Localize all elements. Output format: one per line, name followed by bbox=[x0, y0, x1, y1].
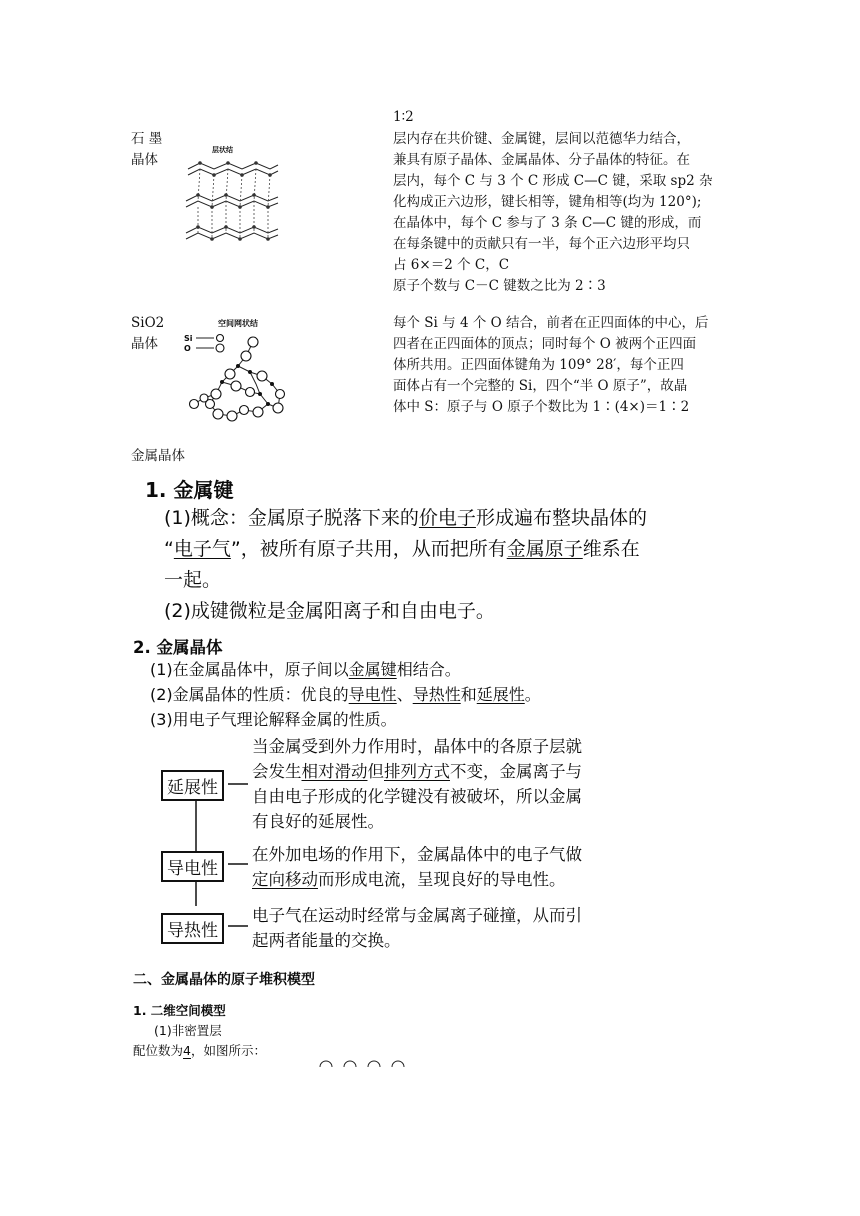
sio2-description bbox=[393, 313, 743, 418]
metal-crystal-item-3: (3)用电子气理论解释金属的性质。 bbox=[150, 710, 397, 729]
metal-bond-line-2: “电子气”，被所有原子共用，从而把所有金属原子维系在 bbox=[164, 538, 640, 560]
graphite-layers-drawing bbox=[180, 145, 285, 250]
sio2-line-3: 体所共用。正四面体键角为 109° 28′，每个正四 bbox=[393, 357, 684, 373]
conductivity-explanation bbox=[252, 842, 652, 892]
sio2-network-drawing bbox=[180, 314, 290, 424]
atom-layer-figure-top bbox=[318, 1058, 408, 1068]
graphite-line-2: 兼具有原子晶体、金属晶体、分子晶体的特征。在 bbox=[393, 152, 690, 168]
metal-bond-line-4: (2)成键微粒是金属阳离子和自由电子。 bbox=[164, 600, 495, 622]
thermal-explanation bbox=[252, 903, 652, 953]
non-close-packed-item: (1)非密置层 bbox=[154, 1023, 222, 1038]
thermal-line-1: 电子气在运动时经常与金属离子碰撞，从而引 bbox=[252, 906, 582, 925]
graphite-line-7: 占 6×＝2 个 C，C bbox=[393, 257, 510, 273]
ductility-label-box: 延展性 bbox=[161, 770, 224, 801]
graphite-line-4: 化构成正六边形，键长相等，键角相等(均为 120°); bbox=[393, 194, 702, 210]
sio2-line-4: 面体占有一个完整的 Si，四个“半 O 原子”，故晶 bbox=[393, 378, 688, 394]
ductility-line-2: 会发生相对滑动但排列方式不变，金属离子与 bbox=[252, 762, 582, 781]
sio2-structure-figure bbox=[180, 314, 290, 424]
sio2-legend-o: O bbox=[184, 344, 191, 353]
ductility-line-4: 有良好的延展性。 bbox=[252, 812, 384, 831]
conductivity-line-2: 定向移动而形成电流，呈现良好的导电性。 bbox=[252, 870, 566, 889]
sio2-line-1: 每个 Si 与 4 个 O 结合，前者在正四面体的中心，后 bbox=[393, 315, 709, 331]
graphite-line-5: 在晶体中，每个 C 参与了 3 条 C—C 键的形成，而 bbox=[393, 215, 702, 231]
conductivity-label-box: 导电性 bbox=[161, 851, 224, 882]
sio2-legend-si: Si bbox=[184, 334, 193, 343]
top-ratio: 1∶2 bbox=[393, 109, 414, 125]
sio2-line-2: 四者在正四面体的顶点；同时每个 O 被两个正四面 bbox=[393, 336, 697, 352]
thermal-label-box: 导热性 bbox=[161, 913, 224, 944]
thermal-line-2: 起两者能量的交换。 bbox=[252, 931, 401, 950]
ductility-explanation bbox=[252, 734, 652, 834]
metal-bond-line-1: (1)概念：金属原子脱落下来的价电子形成遍布整块晶体的 bbox=[164, 507, 647, 529]
graphite-line-8: 原子个数与 C－C 键数之比为 2∶3 bbox=[393, 278, 606, 294]
graphite-line-6: 在每条键中的贡献只有一半，每个正六边形平均只 bbox=[393, 236, 690, 252]
graphite-label-line1: 石 墨 bbox=[131, 131, 163, 147]
two-dimensional-model-subheading: 1. 二维空间模型 bbox=[133, 1003, 226, 1018]
conductivity-line-1: 在外加电场的作用下，金属晶体中的电子气做 bbox=[252, 845, 582, 864]
sio2-label-line2: 晶体 bbox=[131, 336, 158, 352]
ductility-line-3: 自由电子形成的化学键没有被破坏，所以金属 bbox=[252, 787, 582, 806]
graphite-line-1: 层内存在共价键、金属键，层间以范德华力结合， bbox=[393, 131, 690, 147]
sio2-line-5: 体中 S：原子与 O 原子个数比为 1∶(4×)＝1∶2 bbox=[393, 399, 690, 415]
metal-crystal-item-1: (1)在金属晶体中，原子间以金属键相结合。 bbox=[150, 660, 461, 679]
metal-bond-paragraph bbox=[164, 503, 724, 627]
metal-crystal-item-2: (2)金属晶体的性质：优良的导电性、导热性和延展性。 bbox=[150, 685, 541, 704]
metal-bond-line-3: 一起。 bbox=[164, 569, 222, 591]
metal-crystal-heading: 2. 金属晶体 bbox=[133, 638, 223, 657]
graphite-description bbox=[393, 129, 743, 297]
metal-crystal-label: 金属晶体 bbox=[131, 448, 185, 464]
graphite-figure-caption: 层状结 bbox=[212, 146, 233, 154]
sio2-figure-caption: 空间网状结 bbox=[218, 319, 258, 328]
ductility-line-1: 当金属受到外力作用时，晶体中的各原子层就 bbox=[252, 737, 582, 756]
metal-crystal-list bbox=[150, 657, 750, 732]
sio2-label-line1: SiO2 bbox=[131, 315, 165, 331]
metal-bond-heading: 1. 金属键 bbox=[145, 478, 234, 502]
coordination-number-line: 配位数为4，如图所示： bbox=[133, 1043, 266, 1058]
stacking-model-heading: 二、金属晶体的原子堆积模型 bbox=[133, 972, 315, 988]
graphite-line-3: 层内，每个 C 与 3 个 C 形成 C—C 键，采取 sp2 杂 bbox=[393, 173, 713, 189]
graphite-structure-figure bbox=[180, 145, 285, 250]
graphite-label-line2: 晶体 bbox=[131, 152, 158, 168]
